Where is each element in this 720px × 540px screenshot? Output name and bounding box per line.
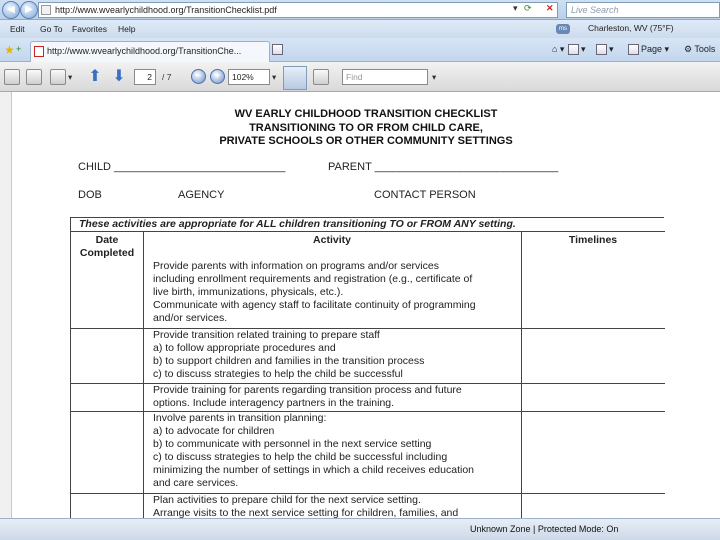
tab-bar [0, 38, 720, 62]
col-header-date-line-2: Completed [79, 247, 135, 259]
feeds-icon[interactable]: ▾ [568, 44, 586, 55]
security-zone-status[interactable]: Unknown Zone | Protected Mode: On [470, 524, 619, 534]
pdf-toolbar [0, 62, 720, 92]
fit-width-icon[interactable] [283, 66, 307, 90]
page-menu-label: Page [641, 44, 663, 54]
weather-icon: ms [556, 24, 570, 34]
col-header-activity: Activity [313, 234, 351, 246]
activity-line: c) to discuss strategies to help the child be successful including [153, 451, 448, 463]
activity-line: Arrange visits to the next service setting for children, families, and [153, 507, 459, 518]
table-row [153, 384, 517, 410]
pdf-icon [34, 46, 44, 57]
page-icon [41, 5, 51, 15]
print-document-icon[interactable] [4, 69, 20, 85]
total-pages: / 7 [162, 72, 172, 82]
address-url: http://www.wvearlychildhood.org/TransitionChecklist.pdf [55, 5, 277, 15]
page-menu[interactable]: Page ▾ [628, 44, 669, 55]
doc-title-line-3: PRIVATE SCHOOLS OR OTHER COMMUNITY SETTINGS [219, 135, 513, 147]
activity-line: Communicate with agency staff to facilitate continuity of programming [153, 299, 476, 311]
menu-item-edit[interactable]: Edit [10, 24, 25, 34]
save-icon[interactable] [26, 69, 42, 85]
table-row [153, 329, 517, 381]
col-header-date-line-1: Date [95, 234, 119, 246]
address-bar-row [0, 0, 720, 20]
activity-line: options. Include interagency partners in the training. [153, 397, 395, 409]
zoom-select[interactable]: 102% [228, 69, 270, 85]
activity-line: b) to communicate with personnel in the next service setting [153, 438, 432, 450]
table-row [153, 412, 517, 490]
tab-transition-checklist[interactable] [30, 41, 270, 62]
table-row [153, 260, 517, 325]
table-row [153, 494, 517, 518]
parent-field: PARENT ______________________________ [328, 161, 559, 173]
contact-person-field: CONTACT PERSON [374, 189, 476, 201]
agency-field: AGENCY [178, 189, 225, 201]
activity-line: and care services. [153, 477, 239, 489]
activity-line: Provide transition related training to prepare staff [153, 329, 380, 341]
menu-item-go-to[interactable]: Go To [40, 24, 63, 34]
activity-line: live birth, immunizations, physicals, etc.). [153, 286, 344, 298]
zoom-out-button[interactable]: − [191, 69, 206, 84]
table-note: These activities are appropriate for ALL children transitioning TO or FROM ANY setting. [71, 218, 665, 232]
menu-item-help[interactable]: Help [118, 24, 136, 34]
menu-item-favorites[interactable]: Favorites [72, 24, 107, 34]
child-field: CHILD ____________________________ [78, 161, 286, 173]
doc-title-line-2: TRANSITIONING TO OR FROM CHILD CARE, [249, 122, 483, 134]
activity-line: Provide parents with information on programs and/or services [153, 260, 439, 272]
checklist-table [70, 217, 664, 518]
stop-icon[interactable]: ✕ [546, 3, 554, 13]
home-icon[interactable]: ⌂ ▾ [552, 44, 565, 54]
live-search-input[interactable]: Live Search [566, 2, 720, 18]
activity-line: and/or services. [153, 312, 228, 324]
address-dropdown-icon[interactable]: ▾ [513, 3, 518, 13]
print-icon[interactable]: ▾ [596, 44, 614, 55]
page-number-input[interactable]: 2 [134, 69, 156, 85]
find-input[interactable]: Find [342, 69, 428, 85]
col-header-timelines: Timelines [568, 234, 618, 246]
dob-field: DOB [78, 189, 102, 201]
column-divider [143, 232, 144, 518]
forward-button[interactable]: ▶ [20, 1, 38, 19]
add-favorite-icon[interactable]: + [16, 44, 22, 54]
address-input[interactable] [38, 2, 558, 18]
navigation-pane-strip[interactable] [0, 92, 12, 518]
tools-menu-label: Tools [694, 44, 716, 54]
weather-widget[interactable] [556, 23, 674, 34]
back-button[interactable]: ◀ [2, 1, 20, 19]
share-dropdown-icon[interactable]: ▾ [68, 72, 73, 82]
previous-page-icon[interactable]: ⬆ [88, 68, 102, 85]
status-bar [0, 518, 720, 540]
refresh-icon[interactable]: ⟳ [524, 3, 532, 13]
fit-page-icon[interactable] [313, 69, 329, 85]
document-viewport[interactable] [0, 92, 720, 518]
share-icon[interactable] [50, 69, 66, 85]
pdf-page [12, 92, 720, 518]
menu-bar [0, 20, 720, 38]
activity-line: minimizing the number of settings in which a child receives education [153, 464, 474, 476]
col-header-date [71, 234, 143, 260]
favorites-star-icon[interactable]: ★ [4, 43, 15, 57]
activity-line: b) to support children and families in the transition process [153, 355, 425, 367]
activity-line: c) to discuss strategies to help the child be successful [153, 368, 403, 380]
zoom-in-button[interactable]: + [210, 69, 225, 84]
next-page-icon[interactable]: ⬇ [112, 68, 126, 85]
new-tab-button[interactable] [272, 44, 285, 55]
tab-label: http://www.wvearlychildhood.org/TransitionChe... [47, 46, 242, 56]
activity-line: Provide training for parents regarding transition process and future [153, 384, 462, 396]
zoom-dropdown-icon[interactable]: ▾ [272, 72, 277, 82]
column-divider [521, 232, 522, 518]
activity-line: Plan activities to prepare child for the next service setting. [153, 494, 421, 506]
find-dropdown-icon[interactable]: ▾ [432, 72, 437, 82]
doc-title-line-1: WV EARLY CHILDHOOD TRANSITION CHECKLIST [234, 108, 498, 120]
activity-line: Involve parents in transition planning: [153, 412, 327, 424]
activity-line: a) to follow appropriate procedures and [153, 342, 336, 354]
weather-text: Charleston, WV (75°F) [588, 23, 674, 33]
activity-line: including enrollment requirements and registration (e.g., certificate of [153, 273, 473, 285]
activity-line: a) to advocate for children [153, 425, 275, 437]
tools-menu[interactable]: ⚙ Tools [684, 44, 716, 54]
